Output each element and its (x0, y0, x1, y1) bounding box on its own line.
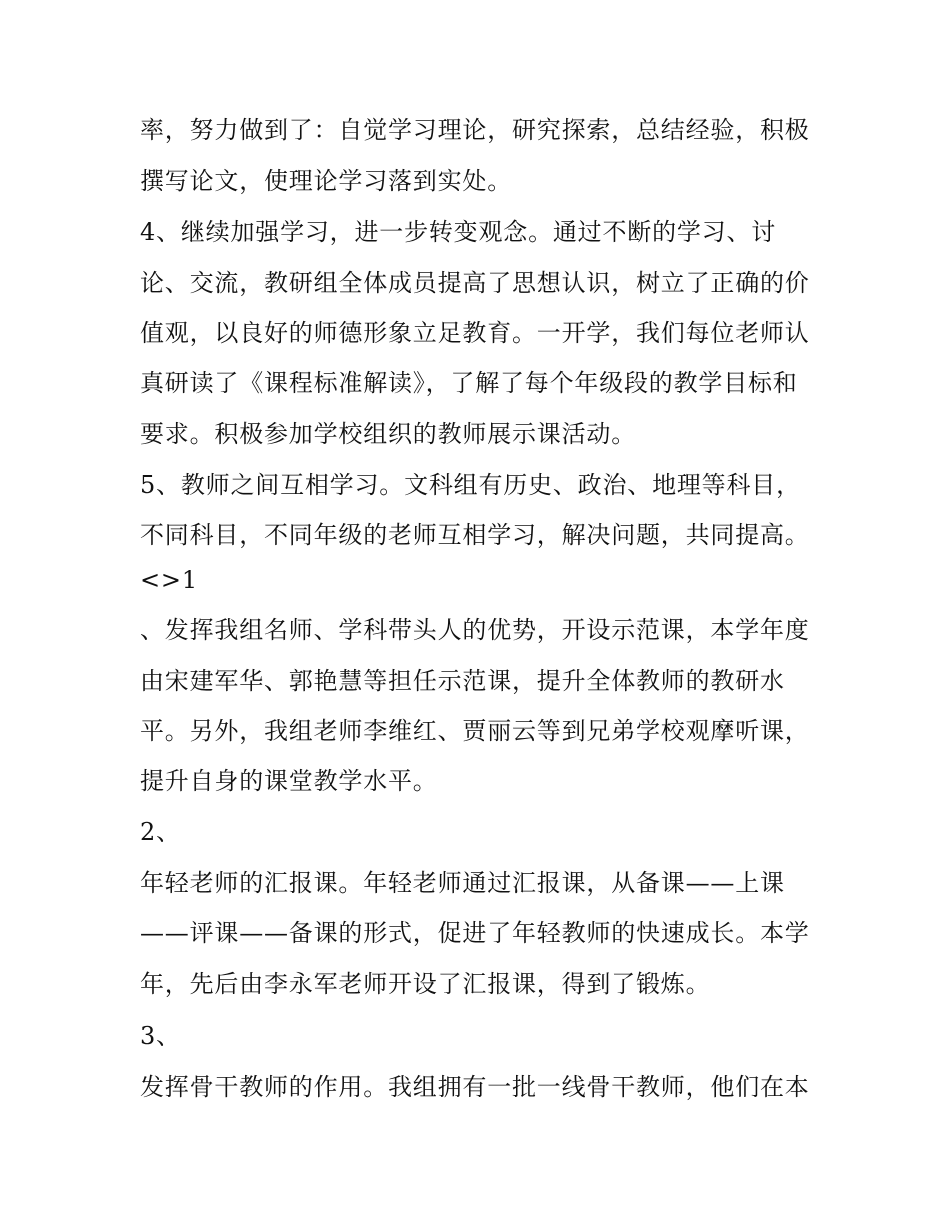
text-line: 2、 (140, 818, 181, 846)
text-line: 发挥骨干教师的作用。我组拥有一批一线骨干教师，他们在本 (140, 1073, 810, 1101)
text-line: 论、交流，教研组全体成员提高了思想认识，树立了正确的价 (140, 269, 810, 297)
text-line: 年轻老师的汇报课。年轻老师通过汇报课，从备课——上课 (140, 869, 785, 897)
text-line: 撰写论文，使理论学习落到实处。 (140, 167, 512, 195)
text-line: 5、教师之间互相学习。文科组有历史、政治、地理等科目， (140, 471, 801, 499)
text-line: 、发挥我组名师、学科带头人的优势，开设示范课，本学年度 (140, 616, 810, 644)
text-line: 提升自身的课堂教学水平。 (140, 767, 438, 795)
text-line: 由宋建军华、郭艳慧等担任示范课，提升全体教师的教研水 (140, 667, 785, 695)
text-line: 真研读了《课程标准解读》，了解了每个年级段的教学目标和 (140, 369, 798, 397)
text-line: 3、 (140, 1022, 181, 1050)
text-line: 平。另外，我组老师李维红、贾丽云等到兄弟学校观摩听课， (140, 717, 810, 745)
text-line: 4、继续加强学习，进一步转变观念。通过不断的学习、讨 (140, 218, 777, 246)
text-line: 率，努力做到了：自觉学习理论，研究探索，总结经验，积极 (140, 116, 810, 144)
text-line: 不同科目，不同年级的老师互相学习，解决问题，共同提高。 (140, 521, 810, 549)
text-line: 年，先后由李永军老师开设了汇报课，得到了锻炼。 (140, 970, 711, 998)
text-line: ——评课——备课的形式，促进了年轻教师的快速成长。本学 (140, 919, 810, 947)
text-line: 要求。积极参加学校组织的教师展示课活动。 (140, 420, 636, 448)
text-line: 值观，以良好的师德形象立足教育。一开学，我们每位老师认 (140, 319, 810, 347)
text-line: <>1 (140, 566, 198, 594)
